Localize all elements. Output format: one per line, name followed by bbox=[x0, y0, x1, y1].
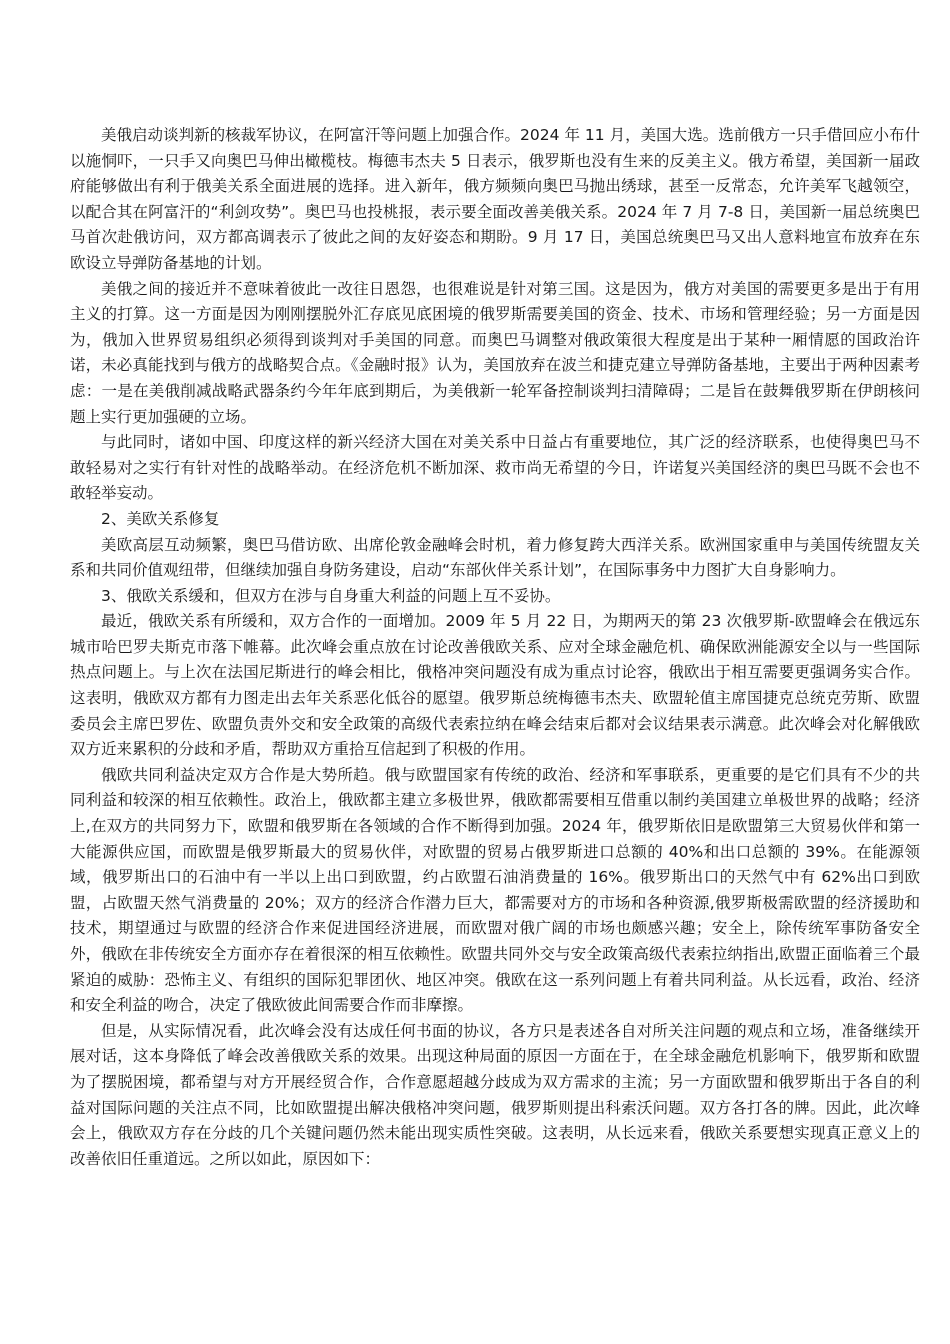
paragraph-us-russia-arms-talks: 美俄启动谈判新的核裁军协议，在阿富汗等问题上加强合作。2024 年 11 月，美国大选。选前俄方一只手借回应小布什以施恫吓，一只手又向奥巴马伸出橄榄枝。梅德韦杰夫 5 日表示，俄罗斯也没有生来的反美主义。俄方希望，美国新一届政府能够做出有利于俄美关系全面进展的选择。进入新年，俄方频频向奥巴马抛出绣球，甚至一反常态，允许美军飞越领空，以配合其在阿富汗的“利剑攻势”。奥巴马也投桃报，表示要全面改善美俄关系。2024 年 7 月 7-8 日，美国新一届总统奥巴马首次赴俄访问，双方都高调表示了彼此之间的友好姿态和期盼。9 月 17 日，美国总统奥巴马又出人意料地宣布放弃在东欧设立导弹防备基地的计划。 bbox=[70, 126, 920, 272]
document-body bbox=[70, 123, 920, 1172]
section-heading-russia-europe: 3、俄欧关系缓和，但双方在涉与自身重大利益的问题上互不妥协。 bbox=[101, 586, 561, 605]
paragraph-common-interests: 俄欧共同利益决定双方合作是大势所趋。俄与欧盟国家有传统的政治、经济和军事联系，更重要的是它们具有不少的共同利益和较深的相互依赖性。政治上，俄欧都主建立多极世界，俄欧都需要相互借重以制约美国建立单极世界的战略；经济上,在双方的共同努力下，欧盟和俄罗斯在各领域的合作不断得到加强。2024 年，俄罗斯依旧是欧盟第三大贸易伙伴和第一大能源供应国，而欧盟是俄罗斯最大的贸易伙伴，对欧盟的贸易占俄罗斯进口总额的 40%和出口总额的 39%。在能源领域，俄罗斯出口的石油中有一半以上出口到欧盟，约占欧盟石油消费量的 16%。俄罗斯出口的天然气中有 62%出口到欧盟，占欧盟天然气消费量的 20%；双方的经济合作潜力巨大，都需要对方的市场和各种资源,俄罗斯极需欧盟的经济援助和技术，期望通过与欧盟的经济合作来促进国经济进展，而欧盟对俄广阔的市场也颇感兴趣；安全上，除传统军事防备安全外，俄欧在非传统安全方面亦存在着很深的相互依赖性。欧盟共同外交与安全政策高级代表索拉纳指出,欧盟正面临着三个最紧迫的威胁：恐怖主义、有组织的国际犯罪团伙、地区冲突。俄欧在这一系列问题上有着共同利益。从长远看，政治、经济和安全利益的吻合，决定了俄欧彼此间需要合作而非摩擦。 bbox=[70, 765, 920, 1015]
paragraph-summit-limitations: 但是，从实际情况看，此次峰会没有达成任何书面的协议，各方只是表述各自对所关注问题的观点和立场，准备继续开展对话，这本身降低了峰会改善俄欧关系的效果。出现这种局面的原因一方面在于，在全球金融危机影响下，俄罗斯和欧盟为了摆脱困境，都希望与对方开展经贸合作，合作意愿超越分歧成为双方需求的主流；另一方面欧盟和俄罗斯出于各自的利益对国际问题的关注点不同，比如欧盟提出解决俄格冲突问题，俄罗斯则提出科索沃问题。双方各打各的牌。因此，此次峰会上，俄欧双方存在分歧的几个关键问题仍然未能出现实质性突破。这表明，从长远来看，俄欧关系要想实现真正意义上的改善依旧任重道远。之所以如此，原因如下： bbox=[70, 1021, 920, 1168]
paragraph-us-europe-repair: 美欧高层互动频繁，奥巴马借访欧、出席伦敦金融峰会时机，着力修复跨大西洋关系。欧洲国家重申与美国传统盟友关系和共同价值观纽带，但继续加强自身防务建设，启动“东部伙伴关系计划”，在国际事务中力图扩大自身影响力。 bbox=[70, 535, 920, 580]
section-heading-us-europe: 2、美欧关系修复 bbox=[101, 509, 220, 528]
paragraph-emerging-economies: 与此同时，诸如中国、印度这样的新兴经济大国在对美关系中日益占有重要地位，其广泛的经济联系，也使得奥巴马不敢轻易对之实行有针对性的战略举动。在经济危机不断加深、救市尚无希望的今日，许诺复兴美国经济的奥巴马既不会也不敢轻举妄动。 bbox=[70, 433, 920, 503]
paragraph-russia-eu-summit: 最近，俄欧关系有所缓和，双方合作的一面增加。2009 年 5 月 22 日，为期两天的第 23 次俄罗斯-欧盟峰会在俄远东城市哈巴罗夫斯克市落下帷幕。此次峰会重点放在讨论改善俄欧关系、应对全球金融危机、确保欧洲能源安全以与一些国际热点问题上。与上次在法国尼斯进行的峰会相比，俄格冲突问题没有成为重点讨论容，俄欧出于相互需要更强调务实合作。这表明，俄欧双方都有力图走出去年关系恶化低谷的愿望。俄罗斯总统梅德韦杰夫、欧盟轮值主席国捷克总统克劳斯、欧盟委员会主席巴罗佐、欧盟负责外交和安全政策的高级代表索拉纳在峰会结束后都对会议结果表示满意。此次峰会对化解俄欧双方近来累积的分歧和矛盾，帮助双方重拾互信起到了积极的作用。 bbox=[70, 612, 920, 759]
paragraph-us-russia-rapprochement: 美俄之间的接近并不意味着彼此一改往日恩怨，也很难说是针对第三国。这是因为，俄方对美国的需要更多是出于有用主义的打算。这一方面是因为刚刚摆脱外汇存底见底困境的俄罗斯需要美国的资金、技术、市场和管理经验；另一方面是因为，俄加入世界贸易组织必须得到谈判对手美国的同意。而奥巴马调整对俄政策很大程度是出于某种一厢情愿的国政治许诺，未必真能找到与俄方的战略契合点。《金融时报》认为，美国放弃在波兰和捷克建立导弹防备基地，主要出于两种因素考虑：一是在美俄削减战略武器条约今年年底到期后，为美俄新一轮军备控制谈判扫清障碍；二是旨在鼓舞俄罗斯在伊朗核问题上实行更加强硬的立场。 bbox=[70, 279, 920, 426]
